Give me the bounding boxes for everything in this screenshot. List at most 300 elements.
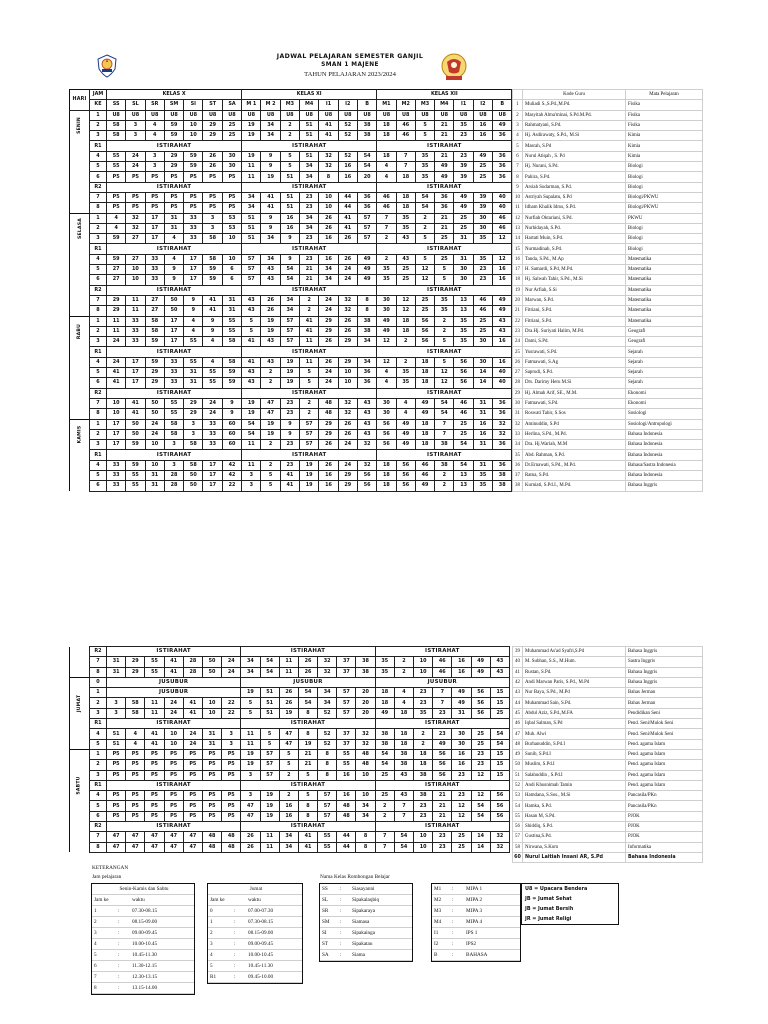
- teacher-name: Andi Marwan Paris, S.Pd., M.Pd: [523, 677, 626, 687]
- day-cell: KAMIS: [70, 429, 90, 439]
- schedule-cell: 55: [164, 409, 183, 419]
- teacher-row: [513, 729, 703, 739]
- schedule-cell: 7: [375, 832, 394, 842]
- schedule-cell: P5: [164, 192, 183, 202]
- teacher-code: 40: [513, 657, 523, 667]
- schedule-row: [70, 677, 510, 687]
- schedule-cell: 56: [415, 326, 434, 336]
- schedule-cell: 38: [493, 481, 512, 491]
- schedule-cell: 56: [490, 811, 509, 821]
- teacher-row: [513, 316, 703, 326]
- schedule-cell: 54: [415, 192, 434, 202]
- schedule-cell: 17: [126, 378, 145, 388]
- teacher-code: 34: [513, 440, 523, 450]
- schedule-cell: 26: [203, 151, 222, 161]
- schedule-cell: 46: [377, 203, 396, 213]
- schedule-row: [70, 470, 512, 480]
- schedule-cell: U8: [300, 110, 319, 120]
- schedule-cell: 9: [280, 254, 299, 264]
- istirahat-cell: ISTIRAHAT: [377, 141, 512, 151]
- teacher-code: 31: [513, 409, 523, 419]
- teacher-code: 3: [513, 120, 523, 130]
- schedule-row: [70, 192, 512, 202]
- schedule-row: [70, 326, 512, 336]
- day-cell: [70, 285, 90, 295]
- schedule-cell: P5: [202, 791, 221, 801]
- schedule-cell: 50: [145, 409, 164, 419]
- schedule-row: [70, 203, 512, 213]
- teacher-row: [513, 162, 703, 172]
- schedule-cell: 47: [107, 842, 126, 852]
- schedule-cell: 35: [415, 151, 434, 161]
- schedule-cell: 38: [435, 460, 454, 470]
- day-cell: RABU: [70, 326, 90, 336]
- teacher-name: Idham Khalik Idrus, S.Pd.: [523, 203, 626, 213]
- schedule-cell: 3: [241, 791, 260, 801]
- schedule-cell: 5: [242, 316, 261, 326]
- schedule-cell: 31: [145, 470, 164, 480]
- day-cell: [70, 388, 90, 398]
- schedule-cell: 49: [415, 481, 434, 491]
- schedule-cell: 27: [145, 295, 164, 305]
- schedule-cell: 8: [357, 306, 376, 316]
- teacher-name: Salahuddin , S.Pd.I: [523, 770, 626, 780]
- list-item: 0 : 07.00-07.30: [208, 906, 302, 917]
- istirahat-cell: ISTIRAHAT: [242, 347, 377, 357]
- schedule-cell: 2: [415, 213, 434, 223]
- kelas-x-names: [320, 884, 412, 961]
- schedule-cell: 10: [356, 770, 375, 780]
- teacher-code: 11: [513, 203, 523, 213]
- schedule-cell: 21: [435, 151, 454, 161]
- schedule-cell: 29: [164, 162, 183, 172]
- class-code: M 1: [242, 100, 261, 110]
- schedule-cell: 58: [145, 326, 164, 336]
- schedule-cell: 44: [338, 203, 357, 213]
- schedule-cell: 10: [145, 440, 164, 450]
- teacher-row: [513, 182, 703, 192]
- teacher-code: 28: [513, 378, 523, 388]
- jumsuir-cell: JUSUBUR: [107, 688, 241, 698]
- list-item: SL : Sipakalaqbiq: [320, 895, 412, 906]
- schedule-cell: 34: [356, 811, 375, 821]
- schedule-cell: 5: [415, 131, 434, 141]
- teacher-row: [513, 667, 703, 677]
- schedule-cell: 43: [396, 234, 415, 244]
- schedule-cell: U8: [261, 110, 280, 120]
- day-cell: [70, 182, 90, 192]
- abbreviation-legend: [522, 884, 618, 924]
- schedule-cell: 35: [415, 162, 434, 172]
- schedule-cell: 54: [242, 429, 261, 439]
- schedule-cell: 51: [242, 223, 261, 233]
- schedule-cell: 58: [126, 698, 145, 708]
- list-item: 2 : 08.15-09.00: [92, 917, 194, 928]
- schedule-cell: 33: [184, 234, 203, 244]
- school-emblem-icon: [96, 54, 118, 78]
- schedule-cell: 28: [164, 470, 183, 480]
- schedule-cell: 15: [490, 698, 509, 708]
- schedule-cell: 57: [318, 811, 337, 821]
- schedule-cell: U8: [473, 110, 492, 120]
- class-code: I2: [473, 100, 492, 110]
- istirahat-cell: ISTIRAHAT: [242, 388, 377, 398]
- schedule-cell: 3: [126, 120, 145, 130]
- schedule-cell: 9: [280, 429, 299, 439]
- teacher-name: Sunib, S.Pd.I: [523, 749, 626, 759]
- schedule-row: [70, 719, 510, 729]
- day-cell: [70, 398, 90, 408]
- schedule-cell: 4: [396, 409, 415, 419]
- schedule-cell: 31: [473, 398, 492, 408]
- schedule-cell: 54: [375, 760, 394, 770]
- schedule-cell: 51: [300, 131, 319, 141]
- schedule-cell: 26: [319, 440, 338, 450]
- schedule-cell: 31: [202, 739, 221, 749]
- schedule-cell: 35: [473, 234, 492, 244]
- schedule-cell: P5: [107, 192, 126, 202]
- schedule-cell: 31: [473, 409, 492, 419]
- teacher-row: [513, 842, 703, 852]
- schedule-cell: 24: [319, 306, 338, 316]
- schedule-cell: 32: [318, 667, 337, 677]
- teacher-subject: Sosiologi/Antropologi: [626, 419, 703, 429]
- class-code: B: [493, 100, 512, 110]
- list-item: 4 : 10.00-10.45: [92, 939, 194, 950]
- jumsuir-cell: JUSUBUR: [241, 677, 375, 687]
- jam-cell: 1: [90, 316, 107, 326]
- schedule-cell: 35: [396, 378, 415, 388]
- schedule-cell: 29: [126, 657, 145, 667]
- schedule-cell: 50: [202, 657, 221, 667]
- schedule-cell: 5: [242, 326, 261, 336]
- schedule-cell: 35: [473, 481, 492, 491]
- schedule-cell: 41: [298, 842, 317, 852]
- schedule-cell: 41: [338, 223, 357, 233]
- schedule-cell: 25: [473, 172, 492, 182]
- schedule-cell: 52: [318, 739, 337, 749]
- schedule-cell: 41: [107, 378, 126, 388]
- jam-cell: 4: [90, 460, 107, 470]
- schedule-cell: 49: [435, 172, 454, 182]
- teacher-row: [513, 192, 703, 202]
- schedule-cell: 36: [493, 131, 512, 141]
- schedule-cell: 19: [280, 357, 299, 367]
- schedule-cell: 41: [203, 306, 222, 316]
- schedule-cell: 33: [107, 460, 126, 470]
- schedule-cell: 59: [184, 151, 203, 161]
- schedule-cell: P5: [107, 203, 126, 213]
- jam-cell: R1: [90, 244, 107, 254]
- schedule-cell: 26: [261, 306, 280, 316]
- schedule-cell: 18: [396, 203, 415, 213]
- teacher-row: [513, 398, 703, 408]
- schedule-cell: 34: [300, 223, 319, 233]
- schedule-cell: 31: [164, 223, 183, 233]
- schedule-row: [70, 801, 510, 811]
- teacher-row: [513, 698, 703, 708]
- schedule-cell: 46: [433, 657, 452, 667]
- schedule-cell: 9: [203, 326, 222, 336]
- schedule-cell: 41: [183, 698, 202, 708]
- schedule-cell: 58: [184, 460, 203, 470]
- schedule-cell: P5: [126, 791, 145, 801]
- schedule-cell: 17: [145, 223, 164, 233]
- schedule-cell: 25: [435, 234, 454, 244]
- teacher-subject: Matematika: [626, 316, 703, 326]
- day-cell: JUMAT: [70, 698, 90, 708]
- schedule-cell: 30: [377, 306, 396, 316]
- schedule-cell: 54: [298, 688, 317, 698]
- schedule-cell: 26: [338, 316, 357, 326]
- schedule-row: [70, 698, 510, 708]
- teacher-name: Nurul Atiqah , S. Pd: [523, 151, 626, 161]
- schedule-cell: 33: [164, 368, 183, 378]
- schedule-cell: 41: [261, 192, 280, 202]
- istirahat-cell: ISTIRAHAT: [241, 647, 375, 657]
- schedule-cell: 30: [473, 223, 492, 233]
- schedule-cell: 46: [433, 667, 452, 677]
- schedule-cell: 52: [318, 708, 337, 718]
- day-cell: [70, 162, 90, 172]
- list-item: I2 : IPS2: [432, 939, 520, 950]
- schedule-cell: 48: [356, 749, 375, 759]
- schedule-cell: 29: [145, 378, 164, 388]
- schedule-cell: 51: [260, 688, 279, 698]
- schedule-cell: P5: [145, 749, 164, 759]
- schedule-row: [70, 368, 512, 378]
- schedule-cell: 48: [356, 760, 375, 770]
- schedule-cell: 38: [394, 760, 413, 770]
- day-cell: [70, 203, 90, 213]
- schedule-cell: 11: [300, 357, 319, 367]
- jam-cell: 2: [90, 223, 107, 233]
- schedule-cell: P5: [184, 203, 203, 213]
- teacher-subject: Bahasa Indonesia: [626, 470, 703, 480]
- schedule-cell: 34: [241, 657, 260, 667]
- schedule-cell: 2: [279, 791, 298, 801]
- schedule-cell: 16: [319, 481, 338, 491]
- schedule-cell: 54: [242, 419, 261, 429]
- istirahat-cell: ISTIRAHAT: [375, 647, 509, 657]
- schedule-cell: 12: [377, 357, 396, 367]
- schedule-cell: 18: [394, 708, 413, 718]
- schedule-cell: 5: [415, 234, 434, 244]
- jam-cell: 5: [90, 162, 107, 172]
- schedule-cell: 4: [394, 698, 413, 708]
- schedule-cell: 12: [471, 791, 490, 801]
- jam-cell: 7: [90, 657, 107, 667]
- teacher-row: [513, 223, 703, 233]
- schedule-cell: 59: [222, 378, 241, 388]
- teacher-row: [513, 141, 703, 151]
- schedule-cell: 10: [184, 120, 203, 130]
- schedule-cell: 16: [452, 760, 471, 770]
- teacher-code: 36: [513, 460, 523, 470]
- schedule-row: [70, 244, 512, 254]
- schedule-cell: 3: [242, 481, 261, 491]
- schedule-cell: 33: [126, 316, 145, 326]
- schedule-cell: 2: [394, 657, 413, 667]
- schedule-cell: 58: [164, 429, 183, 439]
- teacher-subject: Fisika: [626, 110, 703, 120]
- schedule-cell: 26: [279, 688, 298, 698]
- schedule-cell: 19: [300, 470, 319, 480]
- schedule-cell: 19: [280, 368, 299, 378]
- schedule-cell: 15: [490, 749, 509, 759]
- schedule-cell: 43: [242, 378, 261, 388]
- schedule-cell: 59: [164, 131, 183, 141]
- teacher-code: 20: [513, 295, 523, 305]
- schedule-cell: 46: [396, 120, 415, 130]
- schedule-cell: 24: [319, 368, 338, 378]
- schedule-row: [70, 285, 512, 295]
- istirahat-cell: ISTIRAHAT: [375, 780, 509, 790]
- schedule-cell: 34: [261, 131, 280, 141]
- schedule-cell: 16: [319, 254, 338, 264]
- schedule-cell: P5: [183, 749, 202, 759]
- jumsuir-cell: JUSUBUR: [375, 677, 509, 687]
- schedule-row: [70, 162, 512, 172]
- schedule-cell: P5: [145, 203, 164, 213]
- schedule-cell: 36: [357, 192, 376, 202]
- schedule-cell: 13: [454, 470, 473, 480]
- schedule-cell: 54: [471, 801, 490, 811]
- teacher-name: Saprudi, S.Pd.: [523, 368, 626, 378]
- schedule-cell: 56: [396, 460, 415, 470]
- jam-cell: 3: [90, 770, 107, 780]
- schedule-cell: 21: [435, 131, 454, 141]
- teacher-row: [513, 368, 703, 378]
- schedule-cell: 51: [280, 172, 299, 182]
- schedule-row: [70, 667, 510, 677]
- schedule-cell: 12: [493, 254, 512, 264]
- schedule-row: [70, 811, 510, 821]
- schedule-cell: 24: [183, 739, 202, 749]
- schedule-cell: 24: [338, 460, 357, 470]
- schedule-cell: 52: [318, 729, 337, 739]
- schedule-cell: 25: [473, 316, 492, 326]
- schedule-cell: 19: [242, 409, 261, 419]
- schedule-cell: 54: [454, 460, 473, 470]
- schedule-row: [70, 172, 512, 182]
- schedule-row: [70, 141, 512, 151]
- schedule-cell: P5: [145, 770, 164, 780]
- schedule-cell: 35: [454, 337, 473, 347]
- schedule-cell: 11: [107, 326, 126, 336]
- schedule-cell: 36: [493, 172, 512, 182]
- schedule-cell: 38: [357, 316, 376, 326]
- schedule-cell: 51: [280, 203, 299, 213]
- teacher-subject: Biologi: [626, 182, 703, 192]
- schedule-cell: 26: [338, 254, 357, 264]
- schedule-cell: 51: [260, 698, 279, 708]
- schedule-cell: 59: [107, 234, 126, 244]
- schedule-cell: 35: [396, 213, 415, 223]
- schedule-cell: 21: [300, 275, 319, 285]
- day-cell: [70, 378, 90, 388]
- schedule-cell: U8: [184, 110, 203, 120]
- schedule-cell: 60: [222, 429, 241, 439]
- schedule-cell: 49: [396, 429, 415, 439]
- schedule-cell: 33: [126, 326, 145, 336]
- teacher-subject: Bahasa Inggris: [626, 481, 703, 491]
- schedule-cell: P5: [126, 801, 145, 811]
- schedule-cell: 36: [357, 368, 376, 378]
- schedule-cell: 11: [300, 337, 319, 347]
- teacher-code: 23: [513, 326, 523, 336]
- schedule-cell: 5: [261, 481, 280, 491]
- schedule-row: [70, 708, 510, 718]
- schedule-cell: 16: [493, 337, 512, 347]
- teacher-code: 45: [513, 708, 523, 718]
- schedule-cell: 23: [300, 203, 319, 213]
- schedule-cell: 31: [107, 657, 126, 667]
- schedule-cell: P5: [222, 172, 241, 182]
- schedule-cell: 26: [319, 460, 338, 470]
- teacher-name: H. Samardi, S.Pd, M.Pd.: [523, 265, 626, 275]
- schedule-cell: 26: [338, 234, 357, 244]
- schedule-cell: 3: [164, 460, 183, 470]
- schedule-cell: 43: [357, 429, 376, 439]
- schedule-cell: 2: [435, 481, 454, 491]
- istirahat-cell: ISTIRAHAT: [377, 388, 512, 398]
- teacher-row: [513, 749, 703, 759]
- schedule-cell: 32: [338, 398, 357, 408]
- schedule-cell: U8: [164, 110, 183, 120]
- jam-cell: 3: [90, 234, 107, 244]
- schedule-cell: 55: [337, 749, 356, 759]
- istirahat-cell: ISTIRAHAT: [107, 450, 242, 460]
- schedule-cell: 38: [414, 791, 433, 801]
- schedule-cell: 38: [357, 326, 376, 336]
- jam-cell: 8: [90, 409, 107, 419]
- schedule-cell: 4: [203, 337, 222, 347]
- schedule-cell: 10: [414, 657, 433, 667]
- teacher-subject: Sejarah: [626, 368, 703, 378]
- teacher-row: [513, 852, 703, 862]
- schedule-cell: 50: [126, 419, 145, 429]
- schedule-cell: 11: [241, 729, 260, 739]
- schedule-cell: 29: [319, 316, 338, 326]
- schedule-cell: 29: [319, 429, 338, 439]
- schedule-cell: 21: [433, 801, 452, 811]
- schedule-cell: 6: [222, 265, 241, 275]
- schedule-cell: 38: [394, 749, 413, 759]
- schedule-cell: 16: [473, 120, 492, 130]
- schedule-cell: 4: [184, 326, 203, 336]
- jam-cell: 6: [90, 378, 107, 388]
- teacher-row: [513, 337, 703, 347]
- jam-cell: 3: [90, 708, 107, 718]
- schedule-cell: 2: [435, 470, 454, 480]
- schedule-cell: 10: [319, 203, 338, 213]
- teacher-name: Muhammad Sain, S.Pd.: [523, 698, 626, 708]
- schedule-cell: 39: [473, 203, 492, 213]
- class-code: M3: [415, 100, 434, 110]
- schedule-cell: 19: [241, 749, 260, 759]
- day-cell: [70, 265, 90, 275]
- jam-cell: 5: [90, 739, 107, 749]
- schedule-cell: 18: [375, 698, 394, 708]
- day-cell: [70, 481, 90, 491]
- istirahat-cell: ISTIRAHAT: [377, 244, 512, 254]
- schedule-row: [70, 822, 510, 832]
- teacher-code: 56: [513, 822, 523, 832]
- schedule-cell: P5: [202, 749, 221, 759]
- schedule-cell: 35: [396, 223, 415, 233]
- schedule-cell: 31: [222, 295, 241, 305]
